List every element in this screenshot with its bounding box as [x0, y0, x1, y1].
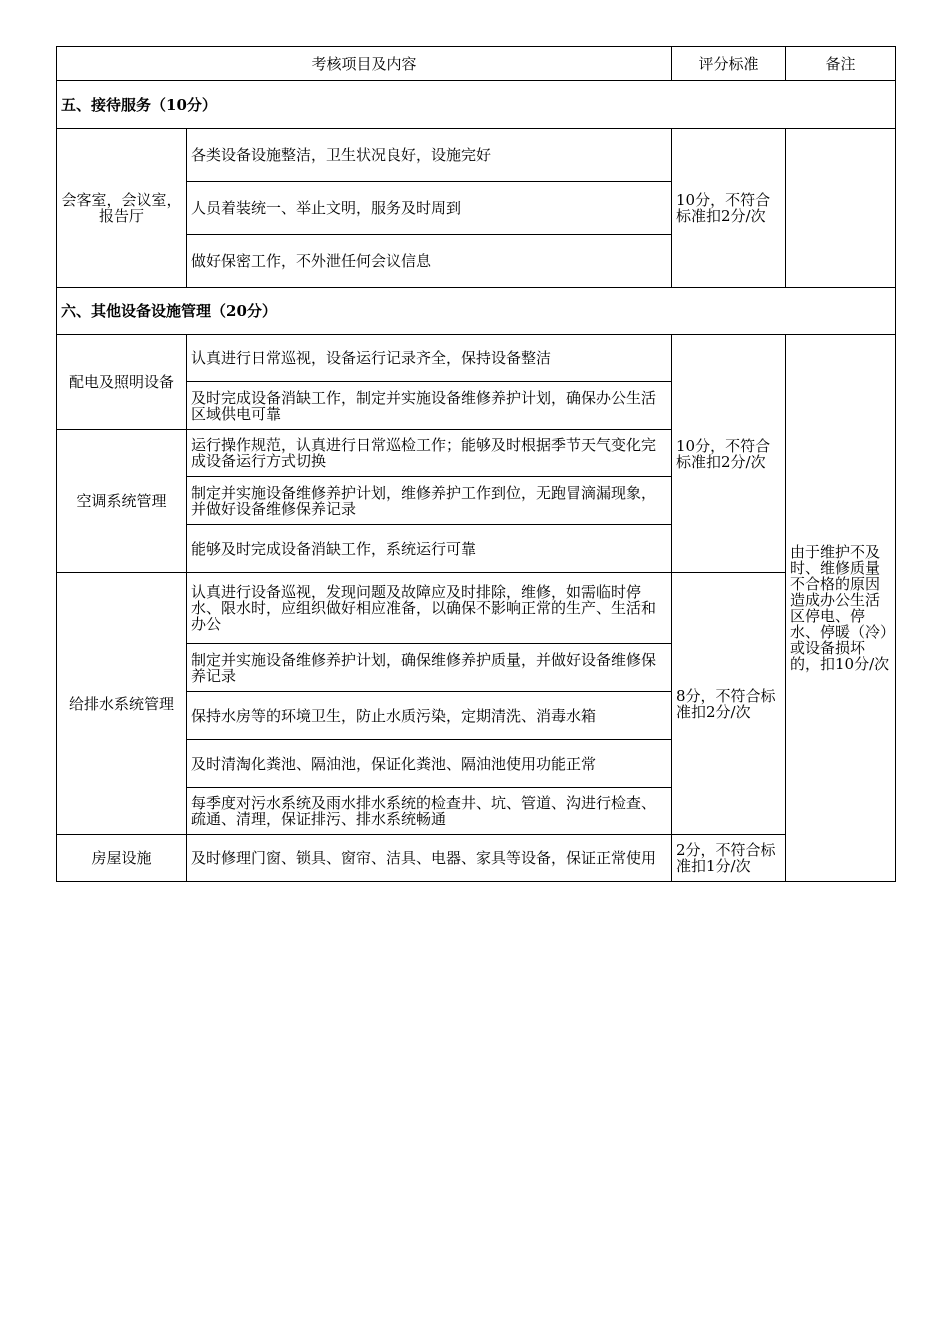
- item-text: 各类设备设施整洁，卫生状况良好，设施完好: [187, 129, 672, 182]
- water-standard: 8分，不符合标准扣2分/次: [672, 573, 786, 835]
- item-text: 及时清淘化粪池、隔油池，保证化粪池、隔油池使用功能正常: [187, 740, 672, 788]
- building-standard: 2分，不符合标准扣1分/次: [672, 835, 786, 882]
- section6-title: 六、其他设备设施管理（20分）: [57, 288, 896, 335]
- item-text: 及时完成设备消缺工作，制定并实施设备维修养护计划，确保办公生活区域供电可靠: [187, 382, 672, 430]
- water-category: 给排水系统管理: [57, 573, 187, 835]
- item-text: 认真进行日常巡视，设备运行记录齐全，保持设备整洁: [187, 335, 672, 382]
- section5-title: 五、接待服务（10分）: [57, 81, 896, 129]
- section-row: [57, 81, 896, 129]
- building-category: 房屋设施: [57, 835, 187, 882]
- item-text: 及时修理门窗、锁具、窗帘、洁具、电器、家具等设备，保证正常使用: [187, 835, 672, 882]
- header-content: 考核项目及内容: [57, 47, 672, 81]
- item-text: 制定并实施设备维修养护计划，维修养护工作到位，无跑冒滴漏现象，并做好设备维修保养记录: [187, 477, 672, 525]
- header-row: [57, 47, 896, 81]
- power-aircon-standard: 10分，不符合标准扣2分/次: [672, 335, 786, 573]
- item-text: 每季度对污水系统及雨水排水系统的检查井、坑、管道、沟进行检查、疏通、清理，保证排污、排水系统畅通: [187, 788, 672, 835]
- section5-remark: [786, 129, 896, 288]
- item-text: 做好保密工作，不外泄任何会议信息: [187, 235, 672, 288]
- item-text: 能够及时完成设备消缺工作，系统运行可靠: [187, 525, 672, 573]
- aircon-category: 空调系统管理: [57, 430, 187, 573]
- table-row: [57, 573, 896, 644]
- section5-category: 会客室，会议室，报告厅: [57, 129, 187, 288]
- assessment-table: [56, 46, 896, 882]
- item-text: 运行操作规范，认真进行日常巡检工作；能够及时根据季节天气变化完成设备运行方式切换: [187, 430, 672, 477]
- item-text: 保持水房等的环境卫生，防止水质污染，定期清洗、消毒水箱: [187, 692, 672, 740]
- item-text: 人员着装统一、举止文明，服务及时周到: [187, 182, 672, 235]
- table-row: [57, 335, 896, 382]
- section-row: [57, 288, 896, 335]
- header-standard: 评分标准: [672, 47, 786, 81]
- table-row: [57, 835, 896, 882]
- header-remark: 备注: [786, 47, 896, 81]
- section5-standard: 10分，不符合标准扣2分/次: [672, 129, 786, 288]
- power-category: 配电及照明设备: [57, 335, 187, 430]
- item-text: 认真进行设备巡视，发现问题及故障应及时排除，维修，如需临时停水、限水时，应组织做好相应准备，以确保不影响正常的生产、生活和办公: [187, 573, 672, 644]
- item-text: 制定并实施设备维修养护计划，确保维修养护质量，并做好设备维修保养记录: [187, 644, 672, 692]
- section6-remark: 由于维护不及时、维修质量不合格的原因造成办公生活区停电、停水、停暖（冷）或设备损坏的，扣10分/次: [786, 335, 896, 882]
- table-row: [57, 129, 896, 182]
